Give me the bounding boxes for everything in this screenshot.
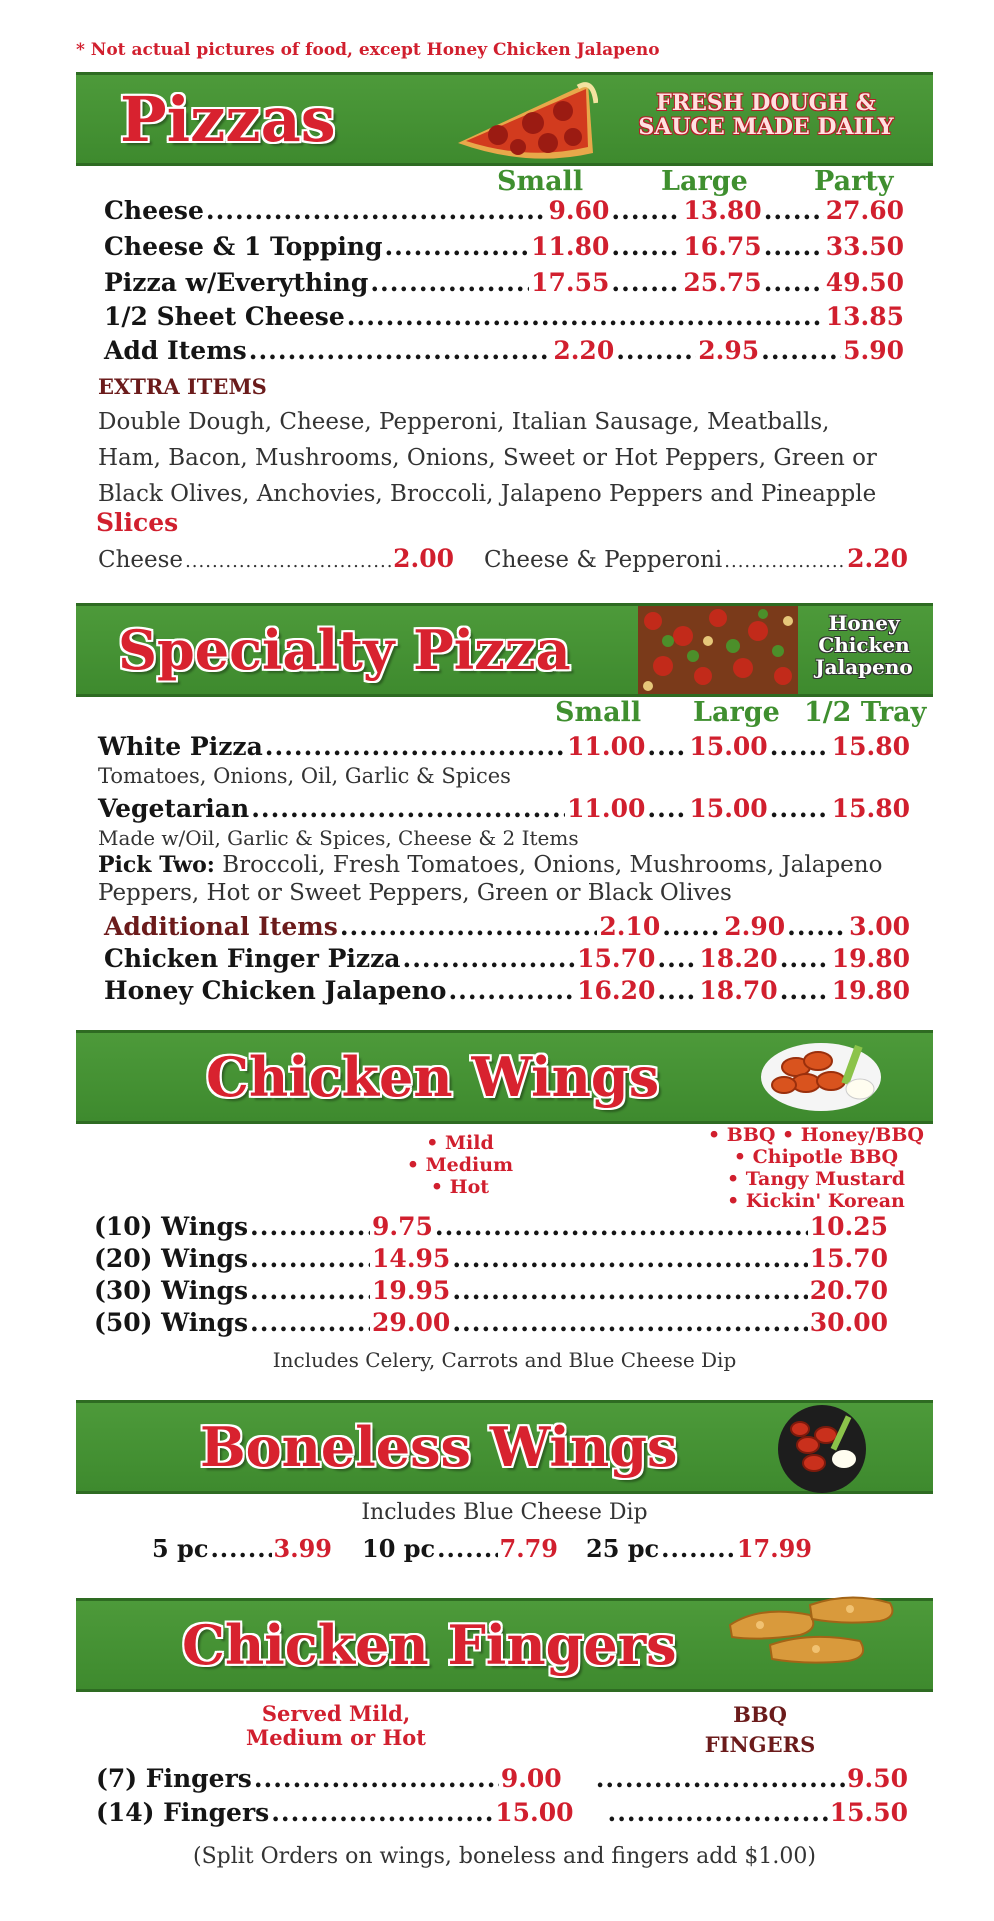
price-large: 2.95: [698, 336, 760, 365]
white-pizza-desc: Tomatoes, Onions, Oil, Garlic & Spices: [98, 764, 511, 788]
price: 17.99: [736, 1534, 812, 1563]
slices-title: Slices: [96, 508, 179, 537]
jalapeno-pizza-image: [638, 606, 798, 698]
boneless-banner: [76, 1400, 933, 1494]
price-mild: 14.95: [372, 1244, 451, 1273]
dot-leader: [662, 912, 722, 941]
menu-row-additional: [104, 912, 910, 941]
dot-leader: [764, 268, 824, 297]
item-name: Additional Items: [104, 912, 338, 941]
dot-leader: [251, 794, 565, 823]
price-party: 27.60: [825, 196, 904, 225]
sauce-chipotle: • Chipotle BBQ: [733, 1146, 899, 1168]
sauce-bbq: • BBQ • Honey/BBQ: [708, 1124, 924, 1146]
dot-leader: [611, 196, 681, 225]
menu-row-everything: [104, 268, 904, 297]
slice-name: Cheese & Pepperoni: [484, 547, 723, 573]
pizza-header-large: Large: [661, 166, 748, 197]
item-name: Honey Chicken Jalapeno: [104, 976, 447, 1005]
slice-price: 2.20: [847, 544, 908, 573]
dot-leader: [657, 976, 697, 1005]
price-mild: 19.95: [372, 1276, 451, 1305]
menu-row-wings-30: [94, 1276, 888, 1305]
specialty-tagline: [798, 612, 930, 678]
wings-title: Chicken Wings: [206, 1045, 660, 1109]
item-name: White Pizza: [98, 732, 263, 761]
dot-leader: [452, 1276, 807, 1305]
item-name: (30) Wings: [94, 1276, 249, 1305]
price-party: 49.50: [825, 268, 904, 297]
wings-sauces-left: [400, 1132, 520, 1198]
item-name: Add Items: [104, 336, 247, 365]
tagline-line3: Jalapeno: [815, 655, 913, 679]
item-name: 25 pc: [586, 1534, 660, 1563]
dot-leader: [770, 794, 830, 823]
menu-row-wings-50: [94, 1308, 888, 1337]
chicken-wings-image: [756, 1027, 886, 1121]
dot-leader: [265, 732, 565, 761]
dot-leader: [206, 196, 547, 225]
price-small: 15.70: [577, 944, 656, 973]
dot-leader: [250, 1244, 370, 1273]
price: 3.99: [273, 1534, 332, 1563]
sauce-medium: • Medium: [406, 1154, 514, 1176]
dot-leader: [616, 336, 696, 365]
price-large: 25.75: [683, 268, 762, 297]
menu-row-fingers-7: [96, 1764, 908, 1793]
boneless-note: Includes Blue Cheese Dip: [361, 1500, 648, 1525]
price: 7.79: [499, 1534, 558, 1563]
item-name: Cheese & 1 Topping: [104, 232, 383, 261]
pizzas-tagline: [616, 91, 916, 139]
price-small: 2.20: [553, 336, 615, 365]
item-name: (14) Fingers: [96, 1798, 270, 1827]
dot-leader: [661, 1534, 735, 1563]
wings-sauces-right: [700, 1124, 932, 1212]
specialty-header-tray: 1/2 Tray: [804, 697, 927, 728]
price-small: 17.55: [531, 268, 610, 297]
price-small: 11.00: [567, 794, 646, 823]
tagline-line2: SAUCE MADE DAILY: [638, 114, 894, 141]
price-bbq: 15.50: [829, 1798, 908, 1827]
slice-row-cheese: [98, 544, 454, 573]
menu-row-white-pizza: [98, 732, 910, 761]
served-line2: Medium or Hot: [246, 1725, 426, 1750]
tagline-line1: FRESH DOUGH &: [656, 90, 876, 116]
price-small: 11.80: [531, 232, 610, 261]
dot-leader: [250, 1276, 370, 1305]
menu-row-wings-20: [94, 1244, 888, 1273]
dot-leader: [271, 1798, 493, 1827]
dot-leader: [185, 551, 391, 572]
item-name: 1/2 Sheet Cheese: [104, 302, 345, 331]
bbq-fingers-label: [660, 1700, 860, 1760]
dot-leader: [611, 232, 681, 261]
price-tray: 19.80: [831, 976, 910, 1005]
pick-two-label: Pick Two:: [98, 852, 215, 878]
dot-leader: [780, 976, 830, 1005]
price-mild: 29.00: [372, 1308, 451, 1337]
dot-leader: [437, 1534, 497, 1563]
item-name: Vegetarian: [98, 794, 250, 823]
price-bbq: 30.00: [809, 1308, 888, 1337]
specialty-title: Specialty Pizza: [118, 618, 571, 682]
sauce-mustard: • Tangy Mustard: [726, 1168, 906, 1190]
menu-row-wings-10: [94, 1212, 888, 1241]
menu-row-fingers-14: [96, 1798, 908, 1827]
dot-leader: [452, 1308, 807, 1337]
item-name: 5 pc: [152, 1534, 209, 1563]
dot-leader: [250, 1308, 370, 1337]
price-large: 15.00: [689, 732, 768, 761]
specialty-banner: [76, 603, 933, 697]
menu-row-cheese: [104, 196, 904, 225]
pick-two-line2: Peppers, Hot or Sweet Peppers, Green or Black Olives: [98, 880, 732, 906]
slice-row-pepperoni: [484, 544, 908, 573]
pizza-slice-image: [448, 73, 598, 169]
boneless-title: Boneless Wings: [200, 1415, 678, 1479]
boneless-wings-image: [770, 1395, 880, 1499]
price-small: 2.10: [599, 912, 661, 941]
price-tray: 15.80: [831, 732, 910, 761]
slice-name: Cheese: [98, 547, 184, 573]
bbq-line2: FINGERS: [704, 1732, 816, 1757]
dot-leader: [764, 232, 824, 261]
price-large: 16.75: [683, 232, 762, 261]
price-small: 16.20: [577, 976, 656, 1005]
vegetarian-desc: Made w/Oil, Garlic & Spices, Cheese & 2 Items: [98, 826, 579, 850]
dot-leader: [647, 732, 687, 761]
specialty-header-large: Large: [693, 697, 780, 728]
price-large: 18.20: [699, 944, 778, 973]
price-small: 9.60: [548, 196, 610, 225]
price-party: 33.50: [825, 232, 904, 261]
dot-leader: [402, 944, 575, 973]
specialty-header-small: Small: [555, 697, 642, 728]
dot-leader: [448, 976, 575, 1005]
dot-leader: [608, 1798, 828, 1827]
price: 9.00: [500, 1764, 562, 1793]
item-name: 10 pc: [362, 1534, 436, 1563]
pizzas-title: Pizzas: [120, 83, 336, 156]
pick-two-text: Broccoli, Fresh Tomatoes, Onions, Mushrooms, Jalapeno: [222, 852, 883, 878]
item-name: Cheese: [104, 196, 204, 225]
price-large: 2.90: [724, 912, 786, 941]
item-name: (50) Wings: [94, 1308, 249, 1337]
fingers-title: Chicken Fingers: [182, 1613, 677, 1677]
price: 15.00: [495, 1798, 574, 1827]
dot-leader: [787, 912, 847, 941]
tagline-line2: Chicken: [818, 633, 910, 657]
dot-leader: [435, 1212, 808, 1241]
dot-leader: [254, 1764, 499, 1793]
split-orders-note: (Split Orders on wings, boneless and fingers add $1.00): [193, 1844, 816, 1869]
dot-leader: [611, 268, 681, 297]
price-large: 18.70: [699, 976, 778, 1005]
price-tray: 15.80: [831, 794, 910, 823]
dot-leader: [764, 196, 824, 225]
item-name: (7) Fingers: [96, 1764, 252, 1793]
price-large: 13.80: [683, 196, 762, 225]
dot-leader: [596, 1764, 845, 1793]
sauce-hot: • Hot: [430, 1176, 490, 1198]
price-party: 5.90: [843, 336, 904, 365]
dot-leader: [647, 794, 687, 823]
price-tray: 19.80: [831, 944, 910, 973]
menu-row-finger-pizza: [104, 944, 910, 973]
served-label: [206, 1702, 466, 1750]
dot-leader: [347, 302, 824, 331]
item-name: Chicken Finger Pizza: [104, 944, 401, 973]
dot-leader: [249, 336, 552, 365]
tagline-line1: Honey: [828, 611, 900, 635]
extra-items-title: EXTRA ITEMS: [98, 374, 267, 399]
bbq-line1: BBQ: [733, 1702, 787, 1727]
price-bbq: 15.70: [809, 1244, 888, 1273]
sauce-mild: • Mild: [426, 1132, 494, 1154]
item-name: (20) Wings: [94, 1244, 249, 1273]
wings-note: Includes Celery, Carrots and Blue Cheese Dip: [272, 1348, 737, 1372]
wings-banner: [76, 1030, 933, 1124]
served-line1: Served Mild,: [261, 1701, 411, 1726]
dot-leader: [210, 1534, 271, 1563]
fingers-banner: [76, 1598, 933, 1692]
dot-leader: [657, 944, 697, 973]
menu-row-cheese-topping: [104, 232, 904, 261]
dot-leader: [250, 1212, 370, 1241]
boneless-row-5: [152, 1534, 332, 1563]
dot-leader: [724, 551, 845, 572]
price-tray: 3.00: [849, 912, 910, 941]
dot-leader: [780, 944, 830, 973]
disclaimer: * Not actual pictures of food, except Honey Chicken Jalapeno: [76, 40, 660, 60]
menu-row-vegetarian: [98, 794, 910, 823]
sauce-korean: • Kickin' Korean: [727, 1190, 905, 1212]
slice-price: 2.00: [393, 544, 454, 573]
pizza-header-party: Party: [814, 166, 894, 197]
dot-leader: [384, 232, 529, 261]
pizzas-banner: [76, 72, 933, 166]
price-large: 15.00: [689, 794, 768, 823]
dot-leader: [770, 732, 830, 761]
extra-items-text: Double Dough, Cheese, Pepperoni, Italian Sausage, Meatballs, Ham, Bacon, Mushrooms, Onions, Sweet or Hot Peppers, Green or Black Olives, Anchovies, Broccoli, Jalapeno Peppers and Pineapple: [98, 409, 877, 507]
boneless-row-25: [586, 1534, 812, 1563]
menu-row-honey-jalapeno: [104, 976, 910, 1005]
boneless-row-10: [362, 1534, 558, 1563]
item-name: (10) Wings: [94, 1212, 249, 1241]
pick-two-line1: [98, 852, 882, 878]
price-bbq: 9.50: [847, 1764, 908, 1793]
pizza-header-small: Small: [497, 166, 584, 197]
price-mild: 9.75: [372, 1212, 433, 1241]
price-bbq: 20.70: [809, 1276, 888, 1305]
price-bbq: 10.25: [809, 1212, 888, 1241]
dot-leader: [452, 1244, 807, 1273]
price-party: 13.85: [825, 302, 904, 331]
dot-leader: [761, 336, 841, 365]
dot-leader: [340, 912, 598, 941]
menu-row-add-items: [104, 336, 904, 365]
dot-leader: [370, 268, 529, 297]
menu-row-half-sheet: [104, 302, 904, 331]
item-name: Pizza w/Everything: [104, 268, 369, 297]
price-small: 11.00: [567, 732, 646, 761]
chicken-fingers-image: [720, 1585, 900, 1693]
